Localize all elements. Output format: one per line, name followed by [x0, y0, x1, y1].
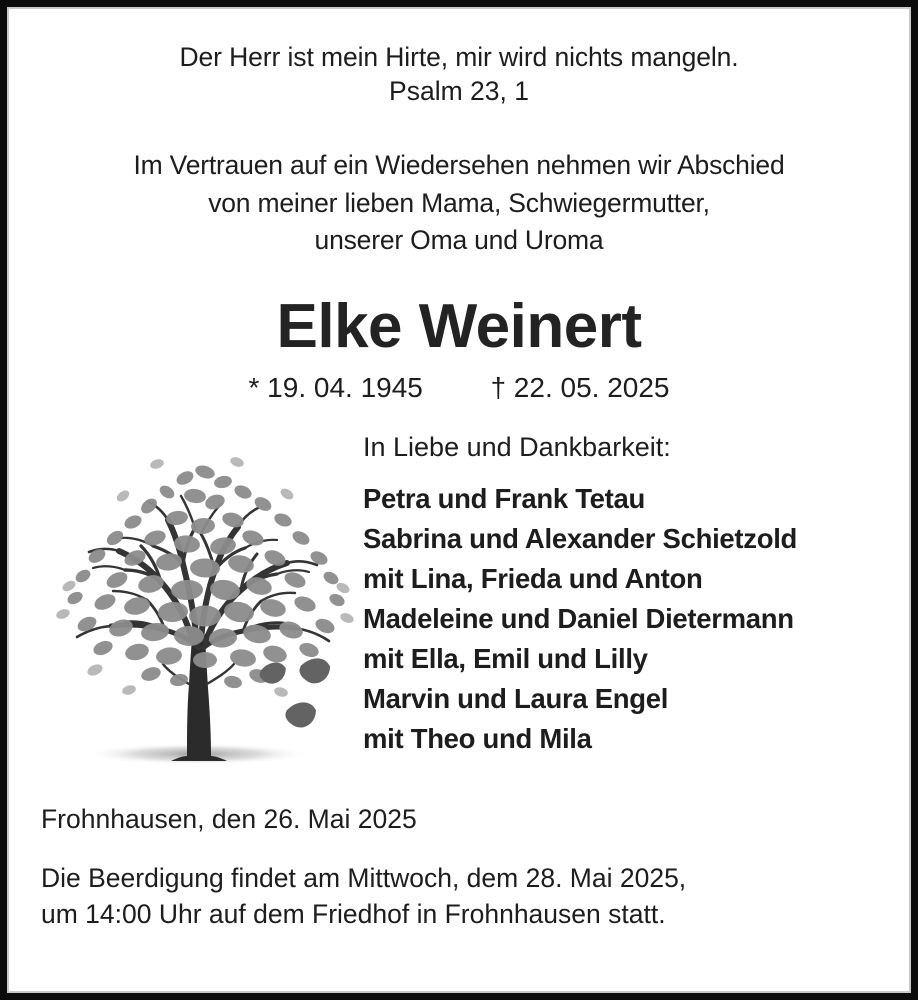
- family-intro: In Liebe und Dankbarkeit:: [363, 431, 671, 462]
- family-member: Madeleine und Daniel Dietermann: [363, 602, 794, 634]
- family-member: Petra und Frank Tetau: [363, 482, 645, 514]
- family-member: Sabrina und Alexander Schietzold: [363, 522, 798, 554]
- family-member: mit Ella, Emil und Lilly: [363, 642, 648, 674]
- birth-symbol: *: [248, 371, 260, 403]
- family-member: Marvin und Laura Engel: [363, 682, 669, 714]
- farewell-line-2: von meiner lieben Mama, Schwiegermutter,: [208, 187, 710, 218]
- verse-reference: Psalm 23, 1: [389, 76, 529, 107]
- birth-date: 19. 04. 1945: [267, 371, 423, 403]
- falling-leaf-3: [283, 699, 319, 731]
- service-line-1: Die Beerdigung findet am Mittwoch, dem 28. Mai 2025,: [41, 862, 687, 893]
- notice-footer: [29, 805, 889, 933]
- farewell-message: [29, 147, 889, 260]
- family-member-list: [363, 479, 889, 759]
- place-and-date: Frohnhausen, den 26. Mai 2025: [41, 803, 417, 834]
- farewell-line-1: Im Vertrauen auf ein Wiedersehen nehmen wir Abschied: [133, 149, 785, 180]
- falling-leaf-2: [297, 655, 333, 686]
- tree-svg: [37, 434, 355, 779]
- family-block: [359, 428, 889, 759]
- life-dates: [29, 373, 889, 404]
- tree-and-family-section: [29, 428, 889, 779]
- death-symbol: †: [490, 371, 507, 403]
- funeral-service-details: [41, 860, 889, 933]
- deceased-name: Elke Weinert: [276, 291, 642, 361]
- family-member: mit Lina, Frieda und Anton: [363, 562, 703, 594]
- farewell-line-3: unserer Oma und Uroma: [314, 225, 604, 256]
- verse-text: Der Herr ist mein Hirte, mir wird nichts mangeln.: [179, 42, 739, 72]
- death-date: 22. 05. 2025: [513, 371, 670, 403]
- service-line-2: um 14:00 Uhr auf dem Friedhof in Frohnhausen statt.: [41, 899, 666, 930]
- tree-illustration: [29, 428, 359, 779]
- family-member: mit Theo und Mila: [363, 722, 592, 754]
- notice-inner: [7, 7, 911, 993]
- falling-leaves: [257, 655, 333, 731]
